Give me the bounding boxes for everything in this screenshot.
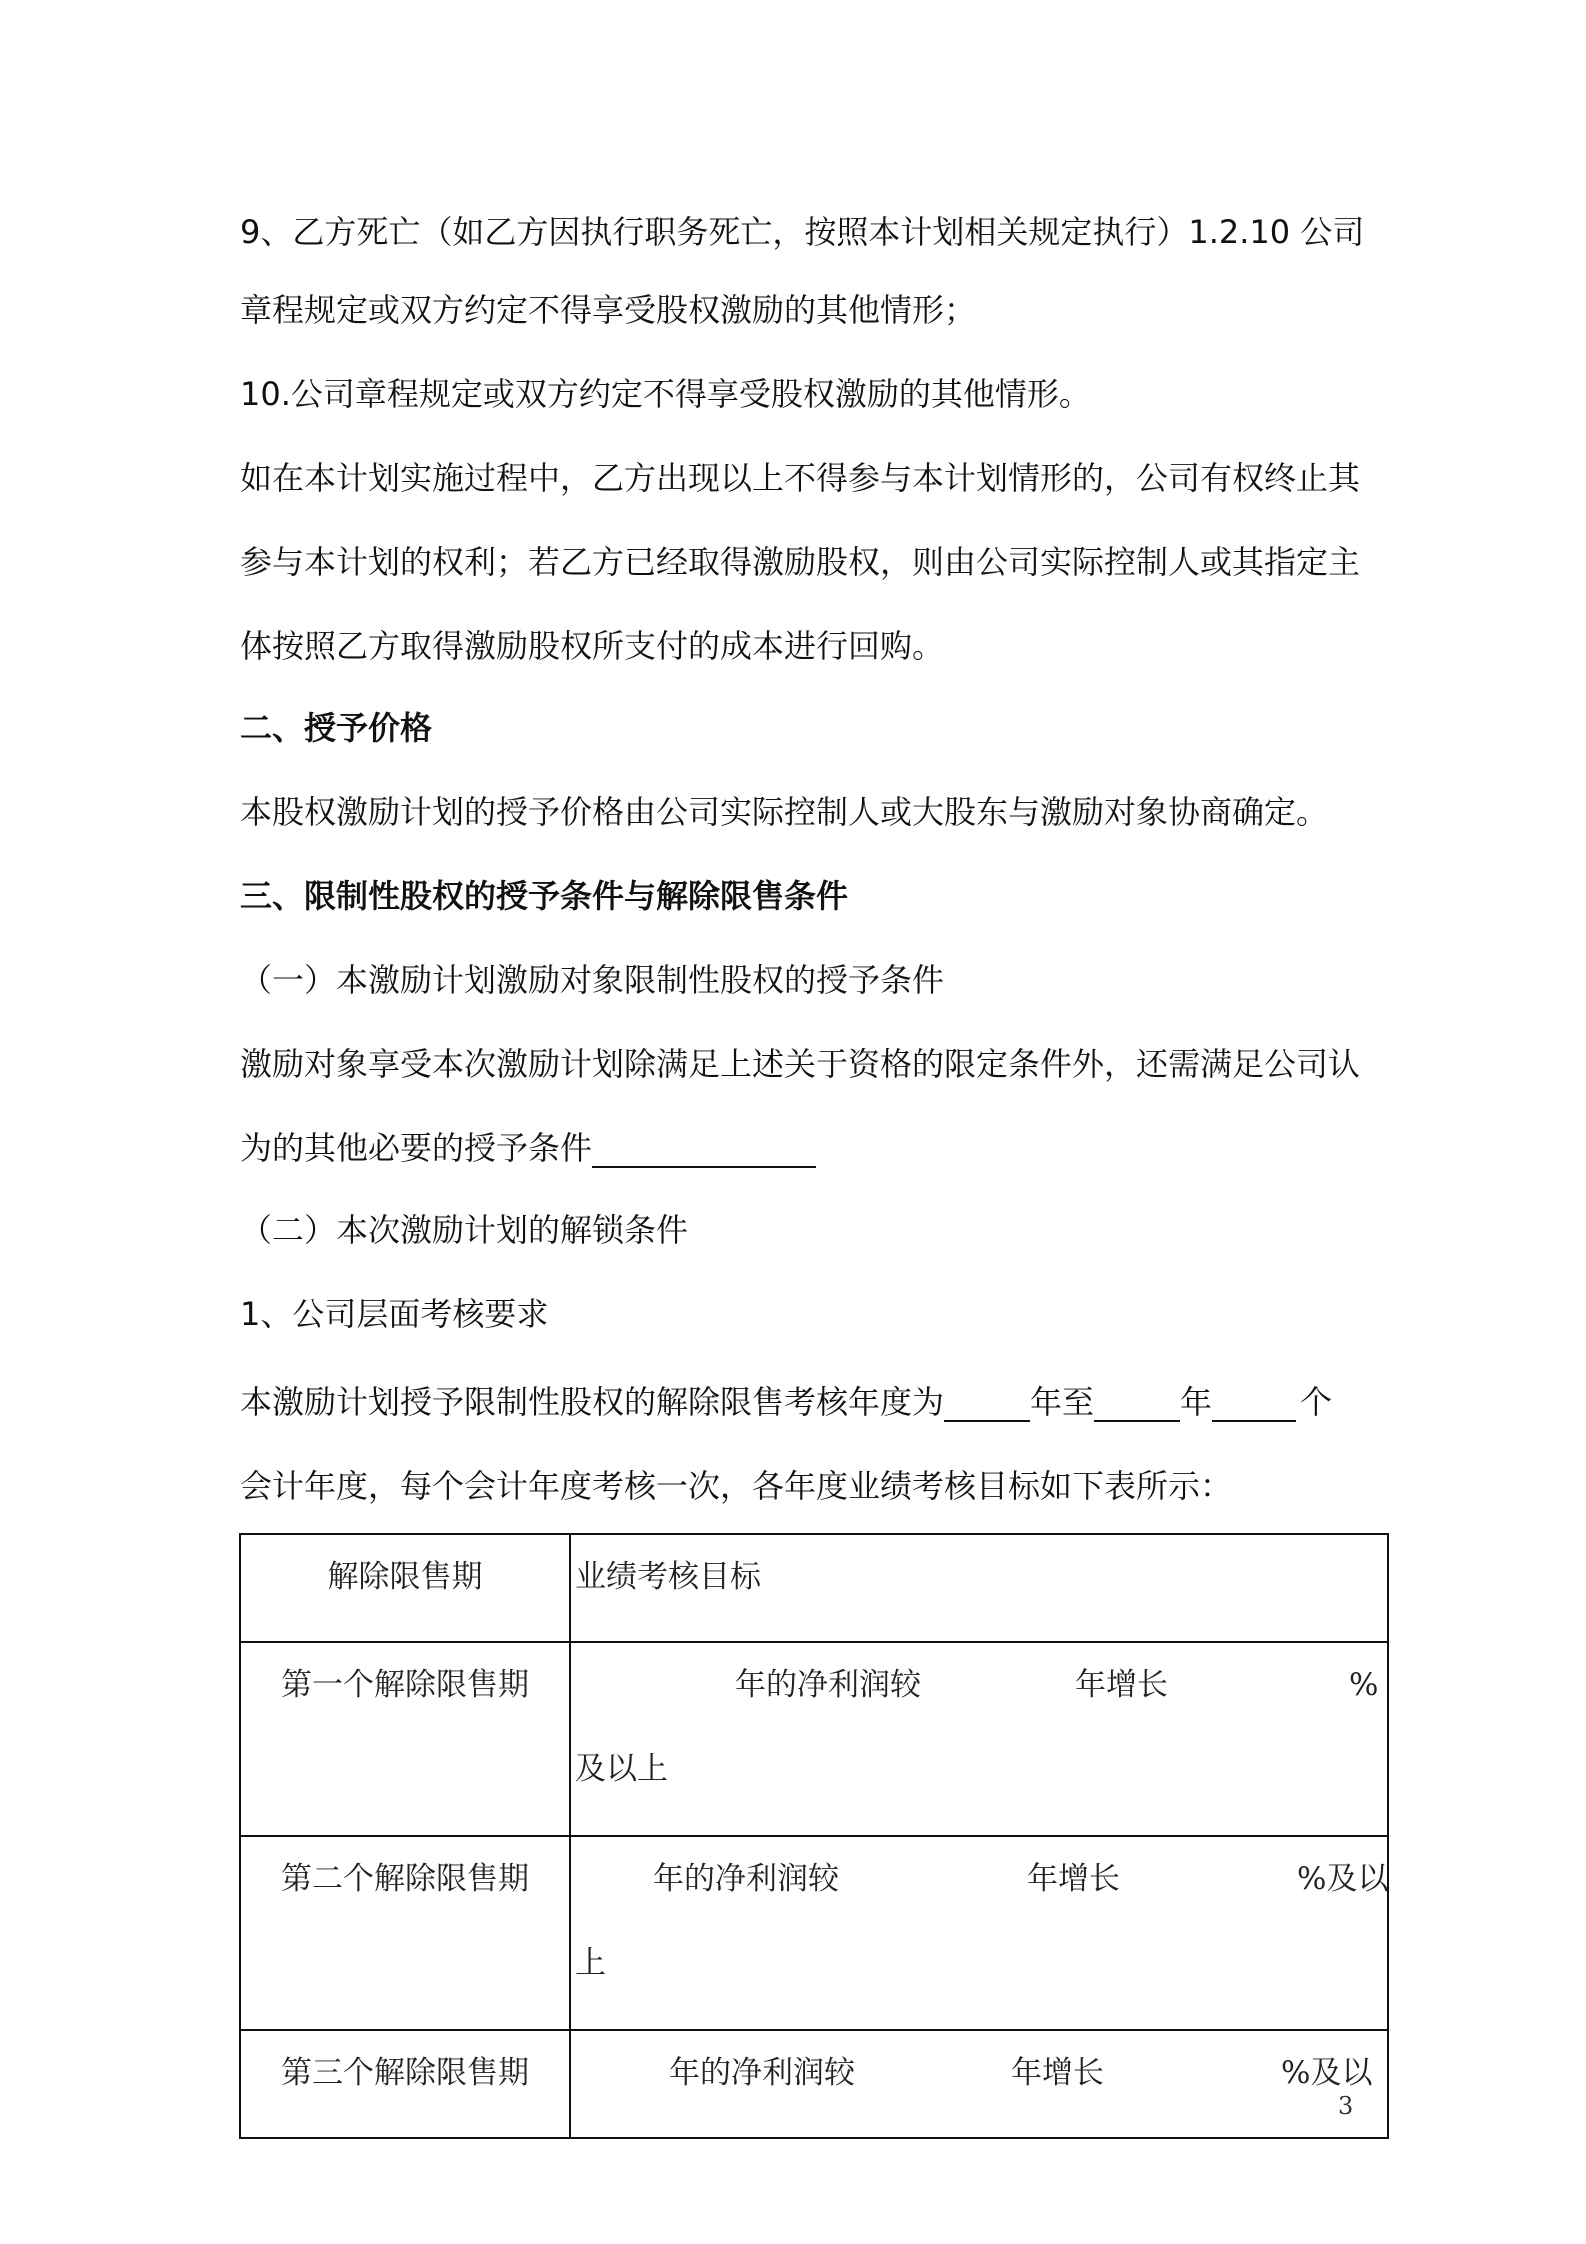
subsection-heading-grant-conditions: （一）本激励计划激励对象限制性股权的授予条件 (240, 961, 945, 999)
page-number: 3 (1338, 2092, 1354, 2120)
period-cell: 第二个解除限售期 (240, 1836, 570, 2030)
period-cell: 第一个解除限售期 (240, 1642, 570, 1836)
grant-price-paragraph: 本股权激励计划的授予价格由公司实际控制人或大股东与激励对象协商确定。 (240, 793, 1329, 831)
goal-text-growth: 年增长 (1075, 1667, 1168, 1703)
goal-text-growth: 年增长 (1027, 1861, 1120, 1897)
blank-end-year[interactable] (1094, 1386, 1180, 1422)
clause-10: 10.公司章程规定或双方约定不得享受股权激励的其他情形。 (240, 375, 1091, 413)
termination-paragraph-line-3: 体按照乙方取得激励股权所支付的成本进行回购。 (240, 627, 945, 665)
table-header-row (240, 1534, 1388, 1642)
performance-goals-table (239, 1533, 1389, 2139)
assessment-text-d: 个 (1300, 1383, 1333, 1421)
table-row (240, 1642, 1388, 1836)
goal-cell (570, 1642, 1388, 1836)
clause-9-line-1: 9、乙方死亡（如乙方因执行职务死亡，按照本计划相关规定执行）1.2.10 公司 (240, 213, 1365, 251)
section-heading-grant-price: 二、授予价格 (240, 709, 433, 747)
goal-text-net-profit: 年的净利润较 (735, 1667, 921, 1703)
grant-conditions-line-1: 激励对象享受本次激励计划除满足上述关于资格的限定条件外，还需满足公司认 (240, 1045, 1361, 1083)
company-assessment-heading: 1、公司层面考核要求 (240, 1295, 549, 1333)
assessment-text-c: 年 (1180, 1383, 1213, 1421)
termination-paragraph-line-2: 参与本计划的权利；若乙方已经取得激励股权，则由公司实际控制人或其指定主 (240, 543, 1361, 581)
subsection-heading-unlock-conditions: （二）本次激励计划的解锁条件 (240, 1211, 689, 1249)
table-row (240, 2030, 1388, 2138)
header-goal-cell: 业绩考核目标 (570, 1534, 1388, 1642)
goal-text-tail: 上 (575, 1945, 606, 1981)
blank-underline[interactable] (592, 1132, 816, 1168)
assessment-years-line (240, 1382, 1332, 1422)
assessment-years-line-2: 会计年度，每个会计年度考核一次，各年度业绩考核目标如下表所示： (240, 1467, 1233, 1505)
section-heading-conditions: 三、限制性股权的授予条件与解除限售条件 (240, 877, 849, 915)
goal-text-percent: %及以 (1297, 1861, 1389, 1897)
termination-paragraph-line-1: 如在本计划实施过程中，乙方出现以上不得参与本计划情形的，公司有权终止其 (240, 459, 1361, 497)
goal-cell (570, 2030, 1388, 2138)
grant-conditions-text: 为的其他必要的授予条件 (240, 1129, 593, 1167)
header-period-cell: 解除限售期 (240, 1534, 570, 1642)
blank-start-year[interactable] (944, 1386, 1030, 1422)
assessment-text-a: 本激励计划授予限制性股权的解除限售考核年度为 (240, 1383, 945, 1421)
goal-text-tail: 及以上 (575, 1751, 668, 1787)
goal-cell (570, 1836, 1388, 2030)
assessment-text-b: 年至 (1030, 1383, 1095, 1421)
period-cell: 第三个解除限售期 (240, 2030, 570, 2138)
blank-year-count[interactable] (1212, 1386, 1296, 1422)
goal-text-net-profit: 年的净利润较 (669, 2055, 855, 2091)
clause-9-line-2: 章程规定或双方约定不得享受股权激励的其他情形； (240, 291, 977, 329)
goal-text-percent: %及以 (1281, 2055, 1373, 2091)
grant-conditions-line-2 (240, 1128, 816, 1168)
goal-text-growth: 年增长 (1011, 2055, 1104, 2091)
table-row (240, 1836, 1388, 2030)
goal-text-percent: % (1349, 1667, 1379, 1703)
goal-text-net-profit: 年的净利润较 (653, 1861, 839, 1897)
